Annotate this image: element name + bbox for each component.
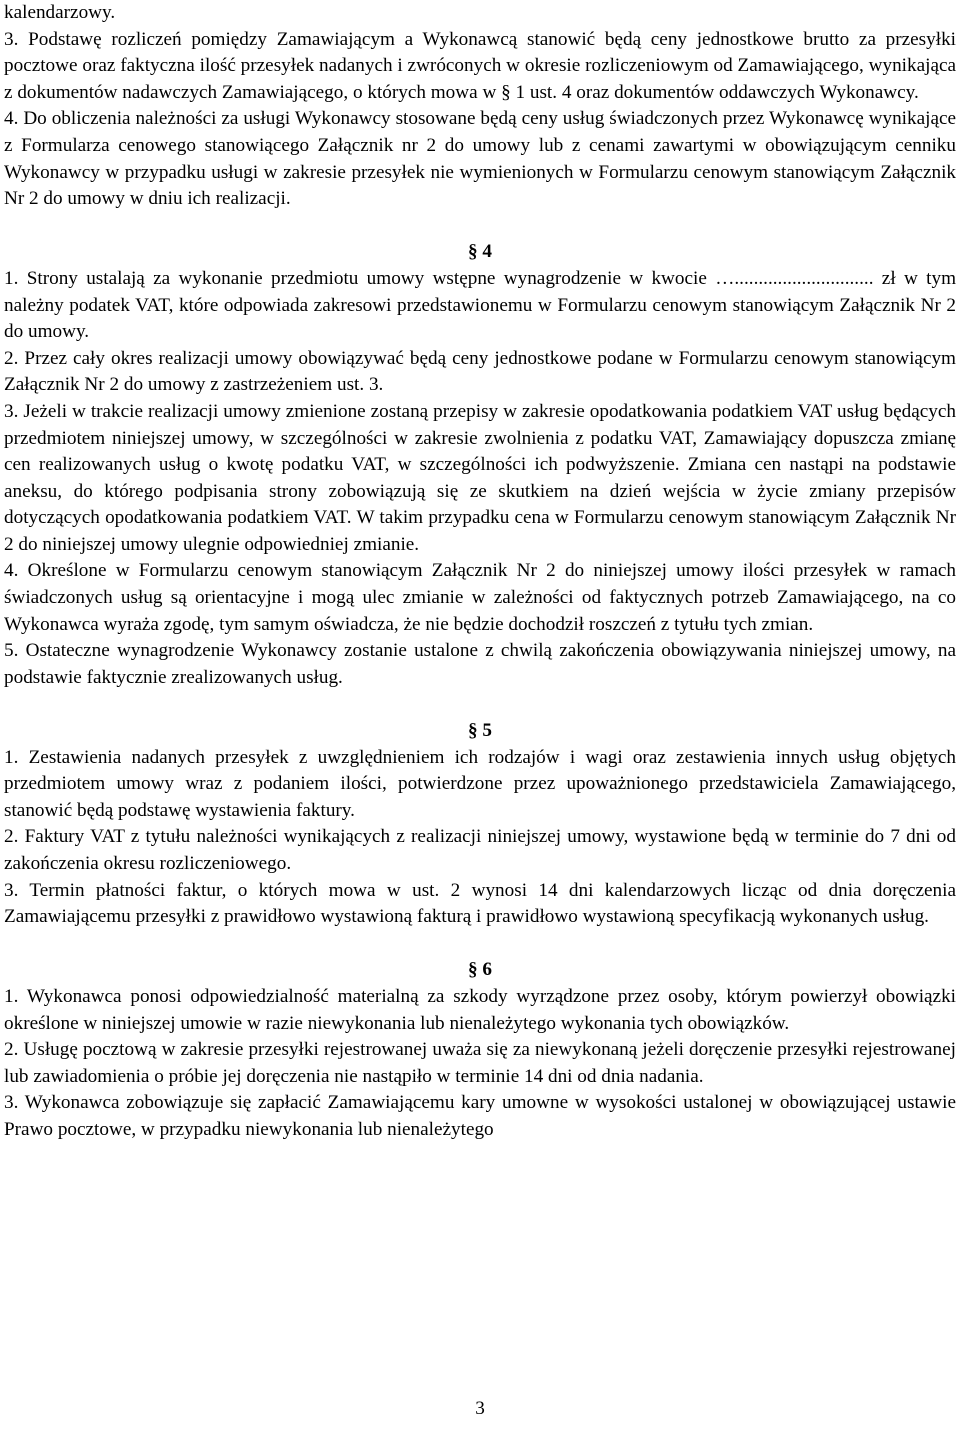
section-5-paragraph-1: 1. Zestawienia nadanych przesyłek z uwzględnieniem ich rodzajów i wagi oraz zestawienia innych usług objętych przedmiotem umowy wraz z podaniem ilości, potwierdzone przez upoważnionego przedstawiciela Zamawiającego, stanowić będą podstawę wystawienia faktury. xyxy=(4,746,956,821)
paragraph-4-price-calculation: 4. Do obliczenia należności za usługi Wykonawcy stosowane będą ceny usług świadczonych przez Wykonawcę wynikające z Formularza cenowego stanowiącego Załącznik nr 2 do umowy lub z cenami zawartymi w obowiązującym cenniku Wykonawcy w przypadku usługi w zakresie przesyłek nie wymienionych w Formularzu cenowym stanowiącym Załącznik Nr 2 do umowy w dniu ich realizacji. xyxy=(4,108,956,210)
paragraph-3-billing-basis: 3. Podstawę rozliczeń pomiędzy Zamawiającym a Wykonawcą stanowić będą ceny jednostkowe brutto za przesyłki pocztowe oraz faktyczna ilość przesyłek nadanych i zwróconych w okresie rozliczeniowym od Zamawiającego, wynikająca z dokumentów nadawczych Zamawiającego, o których mowa w § 1 ust. 4 oraz dokumentów oddawczych Wykonawcy. xyxy=(4,28,956,103)
section-4-paragraph-2: 2. Przez cały okres realizacji umowy obowiązywać będą ceny jednostkowe podane w Formularzu cenowym stanowiącym Załącznik Nr 2 do umowy z zastrzeżeniem ust. 3. xyxy=(4,347,956,396)
section-gap xyxy=(4,213,956,240)
section-5-paragraph-3: 3. Termin płatności faktur, o których mowa w ust. 2 wynosi 14 dni kalendarzowych licząc od dnia doręczenia Zamawiającemu przesyłki z prawidłowo wystawioną fakturą i prawidłowo wystawioną specyfikacją wykonanych usług. xyxy=(4,879,956,928)
section-6-paragraph-3: 3. Wykonawca zobowiązuje się zapłacić Zamawiającemu kary umowne w wysokości ustalonej w obowiązującej ustawie Prawo pocztowe, w przypadku niewykonania lub nienależytego xyxy=(4,1092,956,1140)
section-gap xyxy=(4,691,956,718)
section-heading-4: § 4 xyxy=(468,241,492,263)
paragraph-continuation: kalendarzowy. xyxy=(4,2,116,23)
section-heading-6: § 6 xyxy=(468,959,492,981)
section-4-paragraph-3: 3. Jeżeli w trakcie realizacji umowy zmienione zostaną przepisy w zakresie opodatkowania podatkiem VAT usług będących przedmiotem niniejszej umowy, w szczególności w zakresie zwolnienia z podatku VAT, Zamawiający dopuszcza zmianę cen realizowanych usług o kwotę podatku VAT, w szczególności ich podwyższenie. Zmiana cen nastąpi na podstawie aneksu, do którego podpisania strony zobowiązują się ze skutkiem na dzień wejścia w życie zmiany przepisów dotyczących opodatkowania podatkiem VAT. W takim przypadku cena w Formularzu cenowym stanowiącym Załącznik Nr 2 do niniejszej umowy ulegnie odpowiedniej zmianie. xyxy=(4,400,956,555)
section-heading-5: § 5 xyxy=(468,720,492,742)
section-4-paragraph-1: 1. Strony ustalają za wykonanie przedmiotu umowy wstępne wynagrodzenie w kwocie …............................. zł w tym należny podatek VAT, które odpowiada zakresowi przedstawionemu w Formularzu cenowym stanowiącym Załącznik Nr 2 do umowy. xyxy=(4,267,956,343)
document-page xyxy=(4,0,956,1144)
section-6-paragraph-1: 1. Wykonawca ponosi odpowiedzialność materialną za szkody wyrządzone przez osoby, którym powierzył obowiązki określone w niniejszej umowie w razie niewykonania lub nienależytego wykonania tych obowiązków. xyxy=(4,985,956,1034)
page-number: 3 xyxy=(475,1398,485,1419)
section-gap xyxy=(4,931,956,958)
section-6-paragraph-2: 2. Usługę pocztową w zakresie przesyłki rejestrowanej uważa się za niewykonaną jeżeli doręczenie przesyłki rejestrowanej lub zawiadomienia o próbie jej doręczenia nie nastąpiło w terminie 14 dni od dnia nadania. xyxy=(4,1039,956,1087)
section-4-paragraph-4: 4. Określone w Formularzu cenowym stanowiącym Załącznik Nr 2 do niniejszej umowy ilości przesyłek w ramach świadczonych usług są orientacyjne i mogą ulec zmianie w zależności od faktycznych potrzeb Zamawiającego, na co Wykonawca wyraża zgodę, tym samym oświadcza, że nie będzie dochodził roszczeń z tytułu tych zmian. xyxy=(4,560,956,635)
section-5-paragraph-2: 2. Faktury VAT z tytułu należności wynikających z realizacji niniejszej umowy, wystawione będą w terminie do 7 dni od zakończenia okresu rozliczeniowego. xyxy=(4,826,956,874)
section-4-paragraph-5: 5. Ostateczne wynagrodzenie Wykonawcy zostanie ustalone z chwilą zakończenia obowiązywania niniejszej umowy, na podstawie faktycznie zrealizowanych usług. xyxy=(4,640,956,688)
